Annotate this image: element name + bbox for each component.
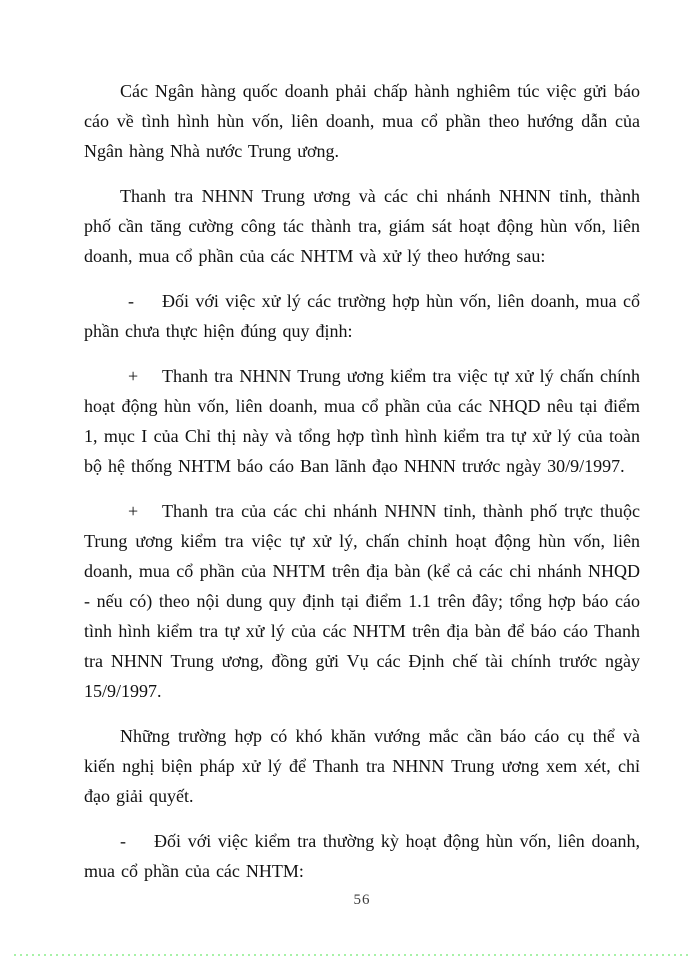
paragraph (84, 721, 640, 811)
plus-list-marker: + (128, 501, 139, 521)
paragraph-text: Đối với việc xử lý các trường hợp hùn vốn, liên doanh, mua cổ phần chưa thực hiện đúng quy định: (84, 291, 640, 341)
paragraph (84, 286, 640, 346)
paragraph-text: Các Ngân hàng quốc doanh phải chấp hành nghiêm túc việc gửi báo cáo về tình hình hùn vốn, liên doanh, mua cổ phần theo hướng dẫn của Ngân hàng Nhà nước Trung ương. (84, 81, 640, 161)
paragraph (84, 361, 640, 481)
dash-list-marker: - (120, 831, 126, 851)
page-bottom-dotted-line (14, 954, 690, 956)
paragraph-text: Thanh tra NHNN Trung ương và các chi nhánh NHNN tỉnh, thành phố cần tăng cường công tác thành tra, giám sát hoạt động hùn vốn, liên doanh, mua cổ phần của các NHTM và xử lý theo hướng sau: (84, 186, 640, 266)
dash-list-marker: - (128, 291, 134, 311)
document-text-block (84, 76, 640, 901)
paragraph (84, 181, 640, 271)
page-number: 56 (353, 892, 371, 908)
plus-list-marker: + (128, 366, 139, 386)
paragraph-text: Thanh tra NHNN Trung ương kiểm tra việc tự xử lý chấn chính hoạt động hùn vốn, liên doanh, mua cổ phần của các NHQD nêu tại điểm 1, mục I của Chỉ thị này và tổng hợp tình hình kiểm tra tự xử lý của toàn bộ hệ thống NHTM báo cáo Ban lãnh đạo NHNN trước ngày 30/9/1997. (84, 366, 640, 476)
paragraph (84, 826, 640, 886)
paragraph-text: Thanh tra của các chi nhánh NHNN tỉnh, thành phố trực thuộc Trung ương kiểm tra việc tự xử lý, chấn chỉnh hoạt động hùn vốn, liên doanh, mua cổ phần của NHTM trên địa bàn (kể cả các chi nhánh NHQD - nếu có) theo nội dung quy định tại điểm 1.1 trên đây; tổng hợp báo cáo tình hình kiểm tra tự xử lý của các NHTM trên địa bàn để báo cáo Thanh tra NHNN Trung ương, đồng gửi Vụ các Định chế tài chính trước ngày 15/9/1997. (84, 501, 640, 701)
paragraph-text: Đối với việc kiểm tra thường kỳ hoạt động hùn vốn, liên doanh, mua cổ phần của các NHTM: (84, 831, 640, 881)
paragraph-text: Những trường hợp có khó khăn vướng mắc cần báo cáo cụ thể và kiến nghị biện pháp xử lý để Thanh tra NHNN Trung ương xem xét, chỉ đạo giải quyết. (84, 726, 640, 806)
paragraph (84, 76, 640, 166)
paragraph (84, 496, 640, 706)
